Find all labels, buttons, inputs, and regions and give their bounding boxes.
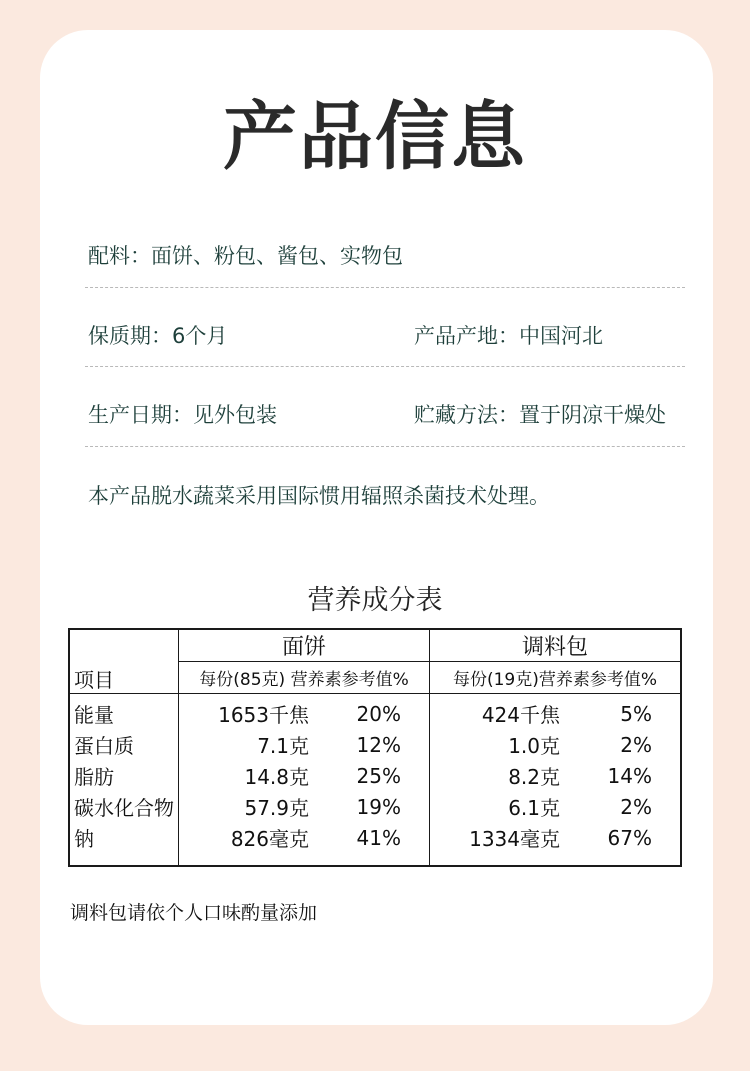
noodle-percent: 25% — [356, 763, 401, 788]
seasoning-percent: 14% — [607, 763, 652, 788]
origin-text: 产品产地：中国河北 — [414, 324, 603, 348]
storage-text: 贮藏方法：置于阴凉干燥处 — [414, 403, 666, 427]
seasoning-percent: 5% — [620, 701, 652, 726]
seasoning-amount: 6.1克 — [508, 796, 560, 820]
table-row — [69, 760, 681, 791]
processing-text: 本产品脱水蔬菜采用国际惯用辐照杀菌技术处理。 — [88, 484, 550, 508]
seasoning-amount: 1334毫克 — [469, 827, 560, 851]
noodle-percent: 41% — [356, 825, 401, 850]
table-row — [69, 694, 681, 730]
noodle-percent: 12% — [356, 732, 401, 757]
noodle-amount: 14.8克 — [244, 765, 309, 789]
noodle-serving-header: 每份(85克) 营养素参考值% — [179, 662, 430, 694]
page-title: 产品信息 — [223, 94, 527, 180]
table-row — [69, 822, 681, 866]
divider — [85, 366, 685, 367]
divider — [85, 287, 685, 288]
ingredients-text: 配料：面饼、粉包、酱包、实物包 — [88, 244, 403, 268]
divider — [85, 446, 685, 447]
row-label: 钠 — [69, 822, 179, 866]
table-row — [69, 729, 681, 760]
seasoning-note: 调料包请依个人口味酌量添加 — [70, 902, 318, 924]
noodle-amount: 57.9克 — [244, 796, 309, 820]
seasoning-amount: 1.0克 — [508, 734, 560, 758]
shelf-life-text: 保质期：6个月 — [88, 324, 228, 348]
noodle-column-header: 面饼 — [179, 629, 430, 662]
table-row — [69, 791, 681, 822]
seasoning-amount: 424千焦 — [481, 703, 560, 727]
seasoning-percent: 2% — [620, 794, 652, 819]
row-label: 蛋白质 — [69, 729, 179, 760]
seasoning-column-header: 调料包 — [430, 629, 682, 662]
seasoning-percent: 67% — [607, 825, 652, 850]
noodle-amount: 7.1克 — [257, 734, 309, 758]
noodle-amount: 1653千焦 — [218, 703, 309, 727]
item-column-header: 项目 — [74, 668, 114, 692]
row-label: 能量 — [69, 694, 179, 730]
production-date-text: 生产日期：见外包装 — [88, 403, 277, 427]
seasoning-percent: 2% — [620, 732, 652, 757]
nutrition-title: 营养成分表 — [307, 585, 443, 616]
row-label: 碳水化合物 — [69, 791, 179, 822]
seasoning-serving-header: 每份(19克)营养素参考值% — [430, 662, 682, 694]
seasoning-amount: 8.2克 — [508, 765, 560, 789]
noodle-percent: 19% — [356, 794, 401, 819]
noodle-amount: 826毫克 — [230, 827, 309, 851]
nutrition-table — [68, 628, 682, 867]
noodle-percent: 20% — [356, 701, 401, 726]
row-label: 脂肪 — [69, 760, 179, 791]
